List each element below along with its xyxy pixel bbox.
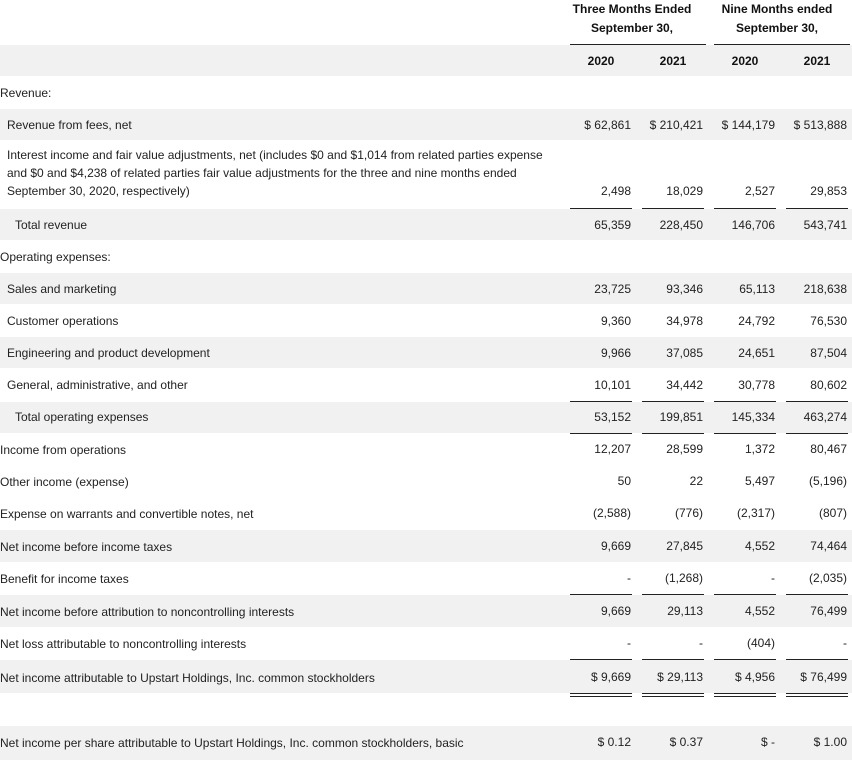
three-months-header [566, 0, 698, 44]
row-label: Net income before income taxes [0, 540, 173, 554]
cell-value: $ 0.12 [597, 735, 631, 749]
cell-value: 18,029 [666, 184, 703, 198]
cell-value: (776) [674, 506, 703, 520]
cell-value: 30,778 [738, 378, 775, 392]
table-row [0, 595, 852, 627]
cell-value: 93,346 [666, 282, 703, 296]
three-months-header-line2: September 30, [590, 21, 674, 35]
row-label: Net income per share attributable to Upstart Holdings, Inc. common stockholders, basic [0, 736, 464, 750]
revenue-heading: Revenue: [0, 86, 52, 100]
cell-value: 145,334 [731, 410, 775, 424]
table-row [0, 141, 852, 207]
cell-value: 4,552 [744, 539, 775, 553]
cell-value: (404) [746, 636, 775, 650]
total-rule [642, 696, 704, 697]
row-label: Total revenue [15, 218, 88, 232]
cell-value: 543,741 [803, 218, 847, 232]
cell-value: 76,499 [810, 604, 847, 618]
table-row [0, 628, 852, 659]
table-row [0, 660, 852, 693]
cell-value: 2,527 [744, 184, 775, 198]
cell-value: 27,845 [666, 539, 703, 553]
cell-value: 228,450 [659, 218, 703, 232]
cell-value: 463,274 [803, 410, 847, 424]
cell-value: $ 210,421 [649, 118, 703, 132]
cell-value: 80,602 [810, 378, 847, 392]
cell-value: 34,442 [666, 378, 703, 392]
cell-value: 65,359 [594, 218, 631, 232]
cell-value: 80,467 [810, 442, 847, 456]
row-label: Net income attributable to Upstart Holdings, Inc. common stockholders [0, 671, 375, 685]
cell-value: (5,196) [808, 474, 847, 488]
cell-value: 53,152 [594, 410, 631, 424]
year-col-3: 2020 [731, 54, 759, 68]
total-rule [786, 696, 848, 697]
table-row [0, 530, 852, 562]
total-rule [714, 693, 776, 694]
cell-value: 9,669 [600, 604, 631, 618]
table-row [0, 209, 852, 240]
cell-value: - [627, 636, 631, 650]
cell-value: (807) [818, 506, 847, 520]
row-label: Total operating expenses [15, 410, 149, 424]
year-row [0, 45, 852, 76]
cell-value: 24,792 [738, 314, 775, 328]
cell-value: $ 513,888 [793, 118, 847, 132]
cell-value: 4,552 [744, 604, 775, 618]
table-row [0, 498, 852, 529]
row-label: Engineering and product development [7, 346, 210, 360]
cell-value: $ 9,669 [590, 670, 631, 684]
row-label: Sales and marketing [7, 282, 117, 296]
cell-value: 9,360 [600, 314, 631, 328]
cell-value: 1,372 [744, 442, 775, 456]
cell-value: 23,725 [594, 282, 631, 296]
cell-value: 50 [617, 474, 631, 488]
opex-heading-row [0, 241, 852, 272]
cell-value: 9,669 [600, 539, 631, 553]
table-row [0, 109, 852, 140]
cell-value: 199,851 [659, 410, 703, 424]
table-row [0, 563, 852, 594]
cell-value: $ 1.00 [813, 735, 847, 749]
cell-value: 24,651 [738, 346, 775, 360]
cell-value: - [843, 636, 847, 650]
cell-value: 10,101 [594, 378, 631, 392]
row-label: Net income before attribution to noncontrolling interests [0, 605, 295, 619]
three-months-header-line1: Three Months Ended [572, 2, 692, 16]
total-rule [642, 693, 704, 694]
cell-value: 29,113 [667, 604, 703, 618]
nine-months-header [710, 0, 844, 44]
table-row [0, 337, 852, 368]
table-row [0, 369, 852, 400]
cell-value: $ - [760, 735, 775, 749]
cell-value: 9,966 [600, 346, 631, 360]
cell-value: (2,035) [808, 571, 847, 585]
row-label: Other income (expense) [0, 475, 129, 489]
row-label: Expense on warrants and convertible notes, net [0, 507, 254, 521]
cell-value: $ 62,861 [584, 118, 631, 132]
row-label: General, administrative, and other [7, 378, 188, 392]
cell-value: - [771, 571, 775, 585]
cell-value: 87,504 [810, 346, 847, 360]
cell-value: 2,498 [600, 184, 631, 198]
cell-value: - [627, 571, 631, 585]
cell-value: $ 0.37 [669, 735, 703, 749]
cell-value: 74,464 [810, 539, 847, 553]
cell-value: (2,588) [592, 506, 631, 520]
total-rule [714, 696, 776, 697]
nine-months-header-line2: September 30, [735, 21, 819, 35]
nine-months-header-line1: Nine Months ended [721, 2, 833, 16]
row-label: Customer operations [7, 314, 119, 328]
cell-value: $ 29,113 [657, 670, 703, 684]
cell-value: 37,085 [666, 346, 703, 360]
cell-value: 5,497 [744, 474, 775, 488]
table-row [0, 273, 852, 304]
revenue-heading-row [0, 77, 852, 108]
table-row [0, 402, 852, 433]
year-col-4: 2021 [803, 54, 831, 68]
cell-value: (1,268) [664, 571, 703, 585]
row-label: Revenue from fees, net [7, 118, 132, 132]
row-label: Benefit for income taxes [0, 572, 129, 586]
cell-value: - [699, 636, 703, 650]
row-label: Income from operations [0, 443, 127, 457]
year-col-2: 2021 [659, 54, 687, 68]
table-row [0, 434, 852, 465]
year-col-1: 2020 [587, 54, 615, 68]
total-rule [570, 693, 632, 694]
cell-value: $ 76,499 [800, 670, 847, 684]
cell-value: 28,599 [666, 442, 703, 456]
cell-value: $ 144,179 [721, 118, 775, 132]
opex-heading: Operating expenses: [0, 250, 111, 264]
table-row [0, 466, 852, 497]
row-label: Net loss attributable to noncontrolling interests [0, 637, 247, 651]
cell-value: (2,317) [736, 506, 775, 520]
cell-value: 34,978 [666, 314, 703, 328]
table-row [0, 726, 852, 760]
cell-value: 12,207 [594, 442, 631, 456]
table-row [0, 305, 852, 336]
cell-value: 76,530 [810, 314, 847, 328]
cell-value: $ 4,956 [734, 670, 775, 684]
row-label: Interest income and fair value adjustments, net (includes $0 and $1,014 from related parties expense and $0 and $4,238 of related parties fair value adjustments for the three and nine months ended September 30, 2020, respectively) [7, 148, 543, 198]
cell-value: 29,853 [810, 184, 847, 198]
total-rule [570, 696, 632, 697]
cell-value: 218,638 [803, 282, 847, 296]
cell-value: 65,113 [739, 282, 775, 296]
cell-value: 146,706 [731, 218, 775, 232]
cell-value: 22 [689, 474, 703, 488]
total-rule [786, 693, 848, 694]
